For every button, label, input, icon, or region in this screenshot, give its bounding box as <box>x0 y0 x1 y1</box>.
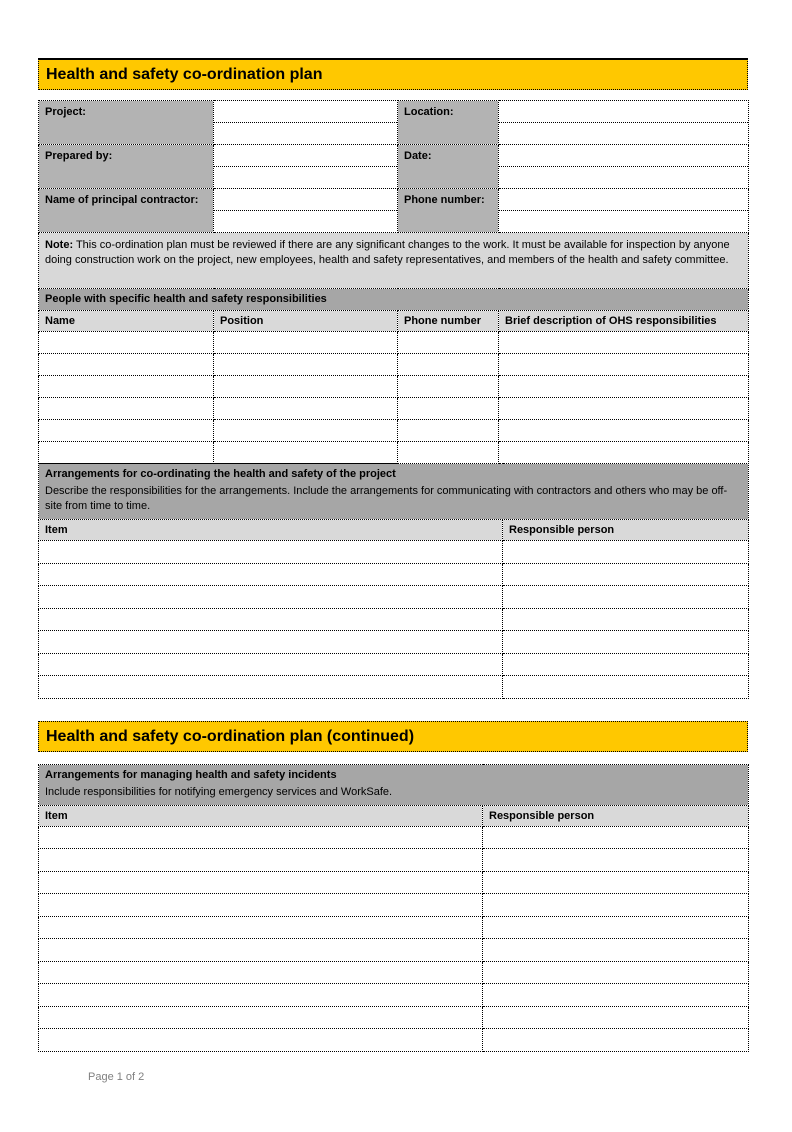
people-phone-cell[interactable] <box>398 442 499 464</box>
arrangements-table-body <box>39 541 749 699</box>
incidents-col-person: Responsible person <box>483 805 749 826</box>
arrangements-section-title: Arrangements for co-ordinating the health and safety of the project <box>45 468 396 480</box>
arrangement-person-cell[interactable] <box>503 541 749 564</box>
incidents-table-row <box>39 984 749 1007</box>
people-table-row <box>39 354 749 376</box>
location-input[interactable] <box>499 101 749 145</box>
people-name-cell[interactable] <box>39 420 214 442</box>
incidents-section-row <box>39 764 749 805</box>
people-phone-cell[interactable] <box>398 398 499 420</box>
people-table-body <box>39 332 749 464</box>
arrangement-item-cell[interactable] <box>39 608 503 631</box>
people-phone-cell[interactable] <box>398 354 499 376</box>
incidents-table-row <box>39 939 749 962</box>
arrangements-col-item: Item <box>39 520 503 541</box>
incident-person-cell[interactable] <box>483 961 749 984</box>
arrangements-table-row <box>39 608 749 631</box>
people-col-phone: Phone number <box>398 311 499 332</box>
date-label: Date: <box>398 145 499 189</box>
people-section-title: People with specific health and safety responsibilities <box>39 289 749 311</box>
people-table-row <box>39 332 749 354</box>
arrangement-person-cell[interactable] <box>503 608 749 631</box>
arrangements-col-person: Responsible person <box>503 520 749 541</box>
people-description-cell[interactable] <box>499 332 749 354</box>
incidents-table-row <box>39 916 749 939</box>
project-info-table <box>38 100 749 464</box>
date-input[interactable] <box>499 145 749 189</box>
arrangements-table-row <box>39 541 749 564</box>
incidents-section-description: Include responsibilities for notifying emergency services and WorkSafe. <box>45 785 393 798</box>
location-label: Location: <box>398 101 499 145</box>
page-number: Page 1 of 2 <box>88 1071 145 1083</box>
form-row-contractor <box>39 189 749 233</box>
people-table-row <box>39 376 749 398</box>
incidents-col-item: Item <box>39 805 483 826</box>
people-phone-cell[interactable] <box>398 376 499 398</box>
people-phone-cell[interactable] <box>398 420 499 442</box>
people-table-row <box>39 442 749 464</box>
incident-item-cell[interactable] <box>39 1029 483 1052</box>
incident-person-cell[interactable] <box>483 1029 749 1052</box>
arrangement-item-cell[interactable] <box>39 541 503 564</box>
note-label: Note: <box>45 239 74 251</box>
people-name-cell[interactable] <box>39 332 214 354</box>
incidents-table-row <box>39 961 749 984</box>
incidents-table-row <box>39 849 749 872</box>
form-row-prepared-by <box>39 145 749 189</box>
incidents-table-row <box>39 1006 749 1029</box>
arrangement-person-cell[interactable] <box>503 676 749 699</box>
arrangement-item-cell[interactable] <box>39 586 503 609</box>
arrangement-item-cell[interactable] <box>39 653 503 676</box>
arrangements-table-row <box>39 676 749 699</box>
incident-person-cell[interactable] <box>483 984 749 1007</box>
arrangements-column-headers <box>39 520 749 541</box>
incident-item-cell[interactable] <box>39 871 483 894</box>
people-position-cell[interactable] <box>214 442 398 464</box>
people-position-cell[interactable] <box>214 420 398 442</box>
arrangements-section-row <box>39 464 749 520</box>
people-description-cell[interactable] <box>499 442 749 464</box>
phone-number-label: Phone number: <box>398 189 499 233</box>
incidents-column-headers <box>39 805 749 826</box>
page-title-continued: Health and safety co-ordination plan (continued) <box>38 721 748 752</box>
people-section-row <box>39 289 749 311</box>
incident-person-cell[interactable] <box>483 894 749 917</box>
principal-contractor-label: Name of principal contractor: <box>39 189 214 233</box>
people-description-cell[interactable] <box>499 376 749 398</box>
people-name-cell[interactable] <box>39 398 214 420</box>
arrangements-table-row <box>39 631 749 654</box>
people-name-cell[interactable] <box>39 354 214 376</box>
form-row-project <box>39 101 749 145</box>
incident-person-cell[interactable] <box>483 1006 749 1029</box>
people-description-cell[interactable] <box>499 354 749 376</box>
people-description-cell[interactable] <box>499 420 749 442</box>
incidents-table-row <box>39 871 749 894</box>
prepared-by-input[interactable] <box>214 145 398 189</box>
people-col-name: Name <box>39 311 214 332</box>
principal-contractor-input[interactable] <box>214 189 398 233</box>
incident-item-cell[interactable] <box>39 1006 483 1029</box>
people-phone-cell[interactable] <box>398 332 499 354</box>
arrangement-item-cell[interactable] <box>39 631 503 654</box>
arrangement-person-cell[interactable] <box>503 563 749 586</box>
arrangement-person-cell[interactable] <box>503 653 749 676</box>
note-text: Note: This co-ordination plan must be reviewed if there are any significant changes to the work. It must be available for inspection by anyone doing construction work on the project, new employees, health and safety representatives, and members of the health and safety committee. <box>39 233 749 289</box>
incidents-section-title: Arrangements for managing health and safety incidents <box>45 768 337 781</box>
people-position-cell[interactable] <box>214 398 398 420</box>
incidents-table <box>38 764 749 1052</box>
arrangement-person-cell[interactable] <box>503 586 749 609</box>
incident-person-cell[interactable] <box>483 939 749 962</box>
incidents-table-row <box>39 826 749 849</box>
arrangement-item-cell[interactable] <box>39 563 503 586</box>
arrangements-table-row <box>39 653 749 676</box>
incident-item-cell[interactable] <box>39 939 483 962</box>
incident-person-cell[interactable] <box>483 871 749 894</box>
note-row <box>39 233 749 289</box>
people-position-cell[interactable] <box>214 376 398 398</box>
incidents-table-row <box>39 894 749 917</box>
incident-person-cell[interactable] <box>483 916 749 939</box>
incident-item-cell[interactable] <box>39 826 483 849</box>
arrangements-section-description: Describe the responsibilities for the arrangements. Include the arrangements for communicating with contractors and others who may be off-site from time to time. <box>45 485 728 512</box>
incidents-table-body <box>39 826 749 1051</box>
incident-person-cell[interactable] <box>483 826 749 849</box>
people-col-description: Brief description of OHS responsibilities <box>499 311 749 332</box>
people-col-position: Position <box>214 311 398 332</box>
people-table-row <box>39 398 749 420</box>
incidents-table-row <box>39 1029 749 1052</box>
people-table-row <box>39 420 749 442</box>
project-input[interactable] <box>214 101 398 145</box>
project-label: Project: <box>39 101 214 145</box>
arrangements-table-row <box>39 586 749 609</box>
incident-item-cell[interactable] <box>39 961 483 984</box>
people-description-cell[interactable] <box>499 398 749 420</box>
page-title: Health and safety co-ordination plan <box>38 58 748 90</box>
incident-item-cell[interactable] <box>39 916 483 939</box>
people-name-cell[interactable] <box>39 376 214 398</box>
arrangements-table <box>38 463 749 699</box>
incident-item-cell[interactable] <box>39 984 483 1007</box>
people-position-cell[interactable] <box>214 332 398 354</box>
prepared-by-label: Prepared by: <box>39 145 214 189</box>
phone-number-input[interactable] <box>499 189 749 233</box>
people-name-cell[interactable] <box>39 442 214 464</box>
arrangement-person-cell[interactable] <box>503 631 749 654</box>
people-position-cell[interactable] <box>214 354 398 376</box>
arrangement-item-cell[interactable] <box>39 676 503 699</box>
people-column-headers <box>39 311 749 332</box>
arrangements-table-row <box>39 563 749 586</box>
incident-person-cell[interactable] <box>483 849 749 872</box>
incident-item-cell[interactable] <box>39 849 483 872</box>
incident-item-cell[interactable] <box>39 894 483 917</box>
